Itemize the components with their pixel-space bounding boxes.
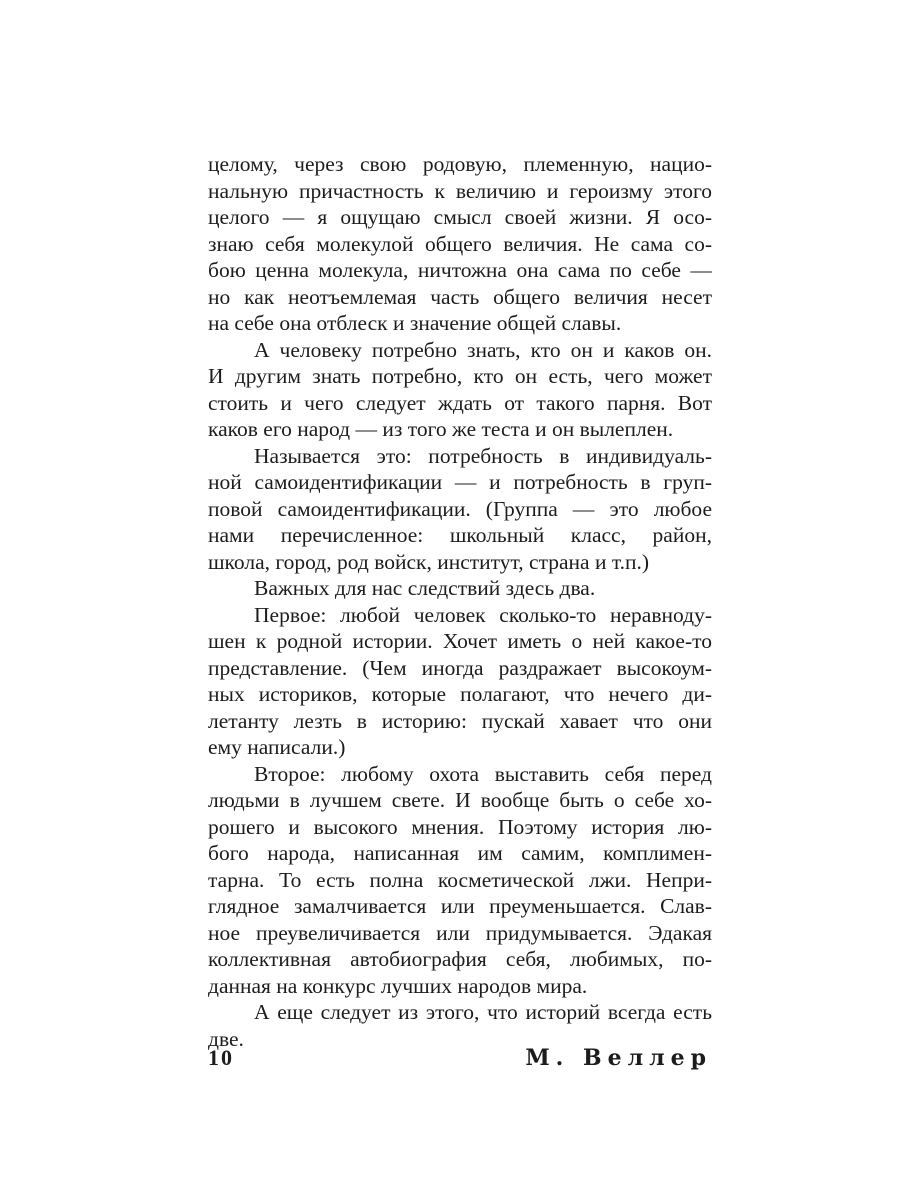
text-line: ных историков, которые полагают, что нечего ди- (208, 682, 712, 706)
text-line: тарна. То есть полна косметической лжи. Непри- (208, 867, 712, 892)
text-line: нальную причастность к величию и героизму этого (208, 178, 712, 203)
page-number: 10 (208, 1045, 234, 1070)
text-line: ное преувеличивается или придумывается. Эдакая (208, 920, 712, 945)
text-line: представление. (Чем иногда раздражает высокоум- (208, 655, 712, 680)
body-text (208, 151, 712, 1052)
text-line: бою ценна молекула, ничтожна она сама по себе — (208, 258, 712, 282)
text-line: две. (208, 1026, 244, 1051)
text-line: школа, город, род войск, институт, страна и т.п.) (208, 549, 650, 574)
text-line: повой самоидентификации. (Группа — это любое (208, 496, 712, 521)
text-line: ной самоидентификации — и потребность в груп- (208, 470, 712, 494)
text-line: стоить и чего следует ждать от такого парня. Вот (208, 390, 712, 415)
text-line: коллективная автобиография себя, любимых, по- (208, 947, 712, 971)
text-line: нами перечисленное: школьный класс, район, (208, 523, 712, 547)
text-line: глядное замалчивается или преуменьшается. Слав- (208, 894, 712, 918)
text-line: Важных для нас следствий здесь два. (254, 576, 596, 600)
text-line: бого народа, написанная им самим, комплимен- (208, 841, 712, 865)
text-line: данная на конкурс лучших народов мира. (208, 973, 588, 998)
text-line: Называется это: потребность в индивидуаль- (254, 443, 712, 468)
text-line: А человеку потребно знать, кто он и каков он. (254, 337, 712, 362)
text-line: каков его народ — из того же теста и он вылеплен. (208, 417, 674, 441)
text-line: но как неотъемлемая часть общего величия несет (208, 284, 712, 309)
text-line: А еще следует из этого, что историй всегда есть (254, 1000, 712, 1024)
text-line: на себе она отблеск и значение общей славы. (208, 311, 622, 335)
text-line: рошего и высокого мнения. Поэтому история лю- (208, 814, 712, 839)
running-head-author: М. Веллер (525, 1045, 712, 1071)
page-footer (208, 1045, 712, 1073)
text-line: И другим знать потребно, кто он есть, чего может (208, 364, 712, 388)
text-line: шен к родной истории. Хочет иметь о ней какое-то (208, 629, 712, 653)
text-line: людьми в лучшем свете. И вообще быть о себе хо- (208, 788, 712, 812)
text-line: Второе: любому охота выставить себя перед (254, 761, 712, 786)
text-line: целого — я ощущаю смысл своей жизни. Я осо- (208, 205, 712, 229)
text-line: Первое: любой человек сколько-то неравноду- (254, 602, 712, 627)
text-line: летанту лезть в историю: пускай хавает что они (208, 708, 712, 733)
text-line: целому, через свою родовую, племенную, нацио- (208, 152, 712, 176)
text-line: знаю себя молекулой общего величия. Не сама со- (208, 231, 712, 256)
text-line: ему написали.) (208, 735, 346, 759)
